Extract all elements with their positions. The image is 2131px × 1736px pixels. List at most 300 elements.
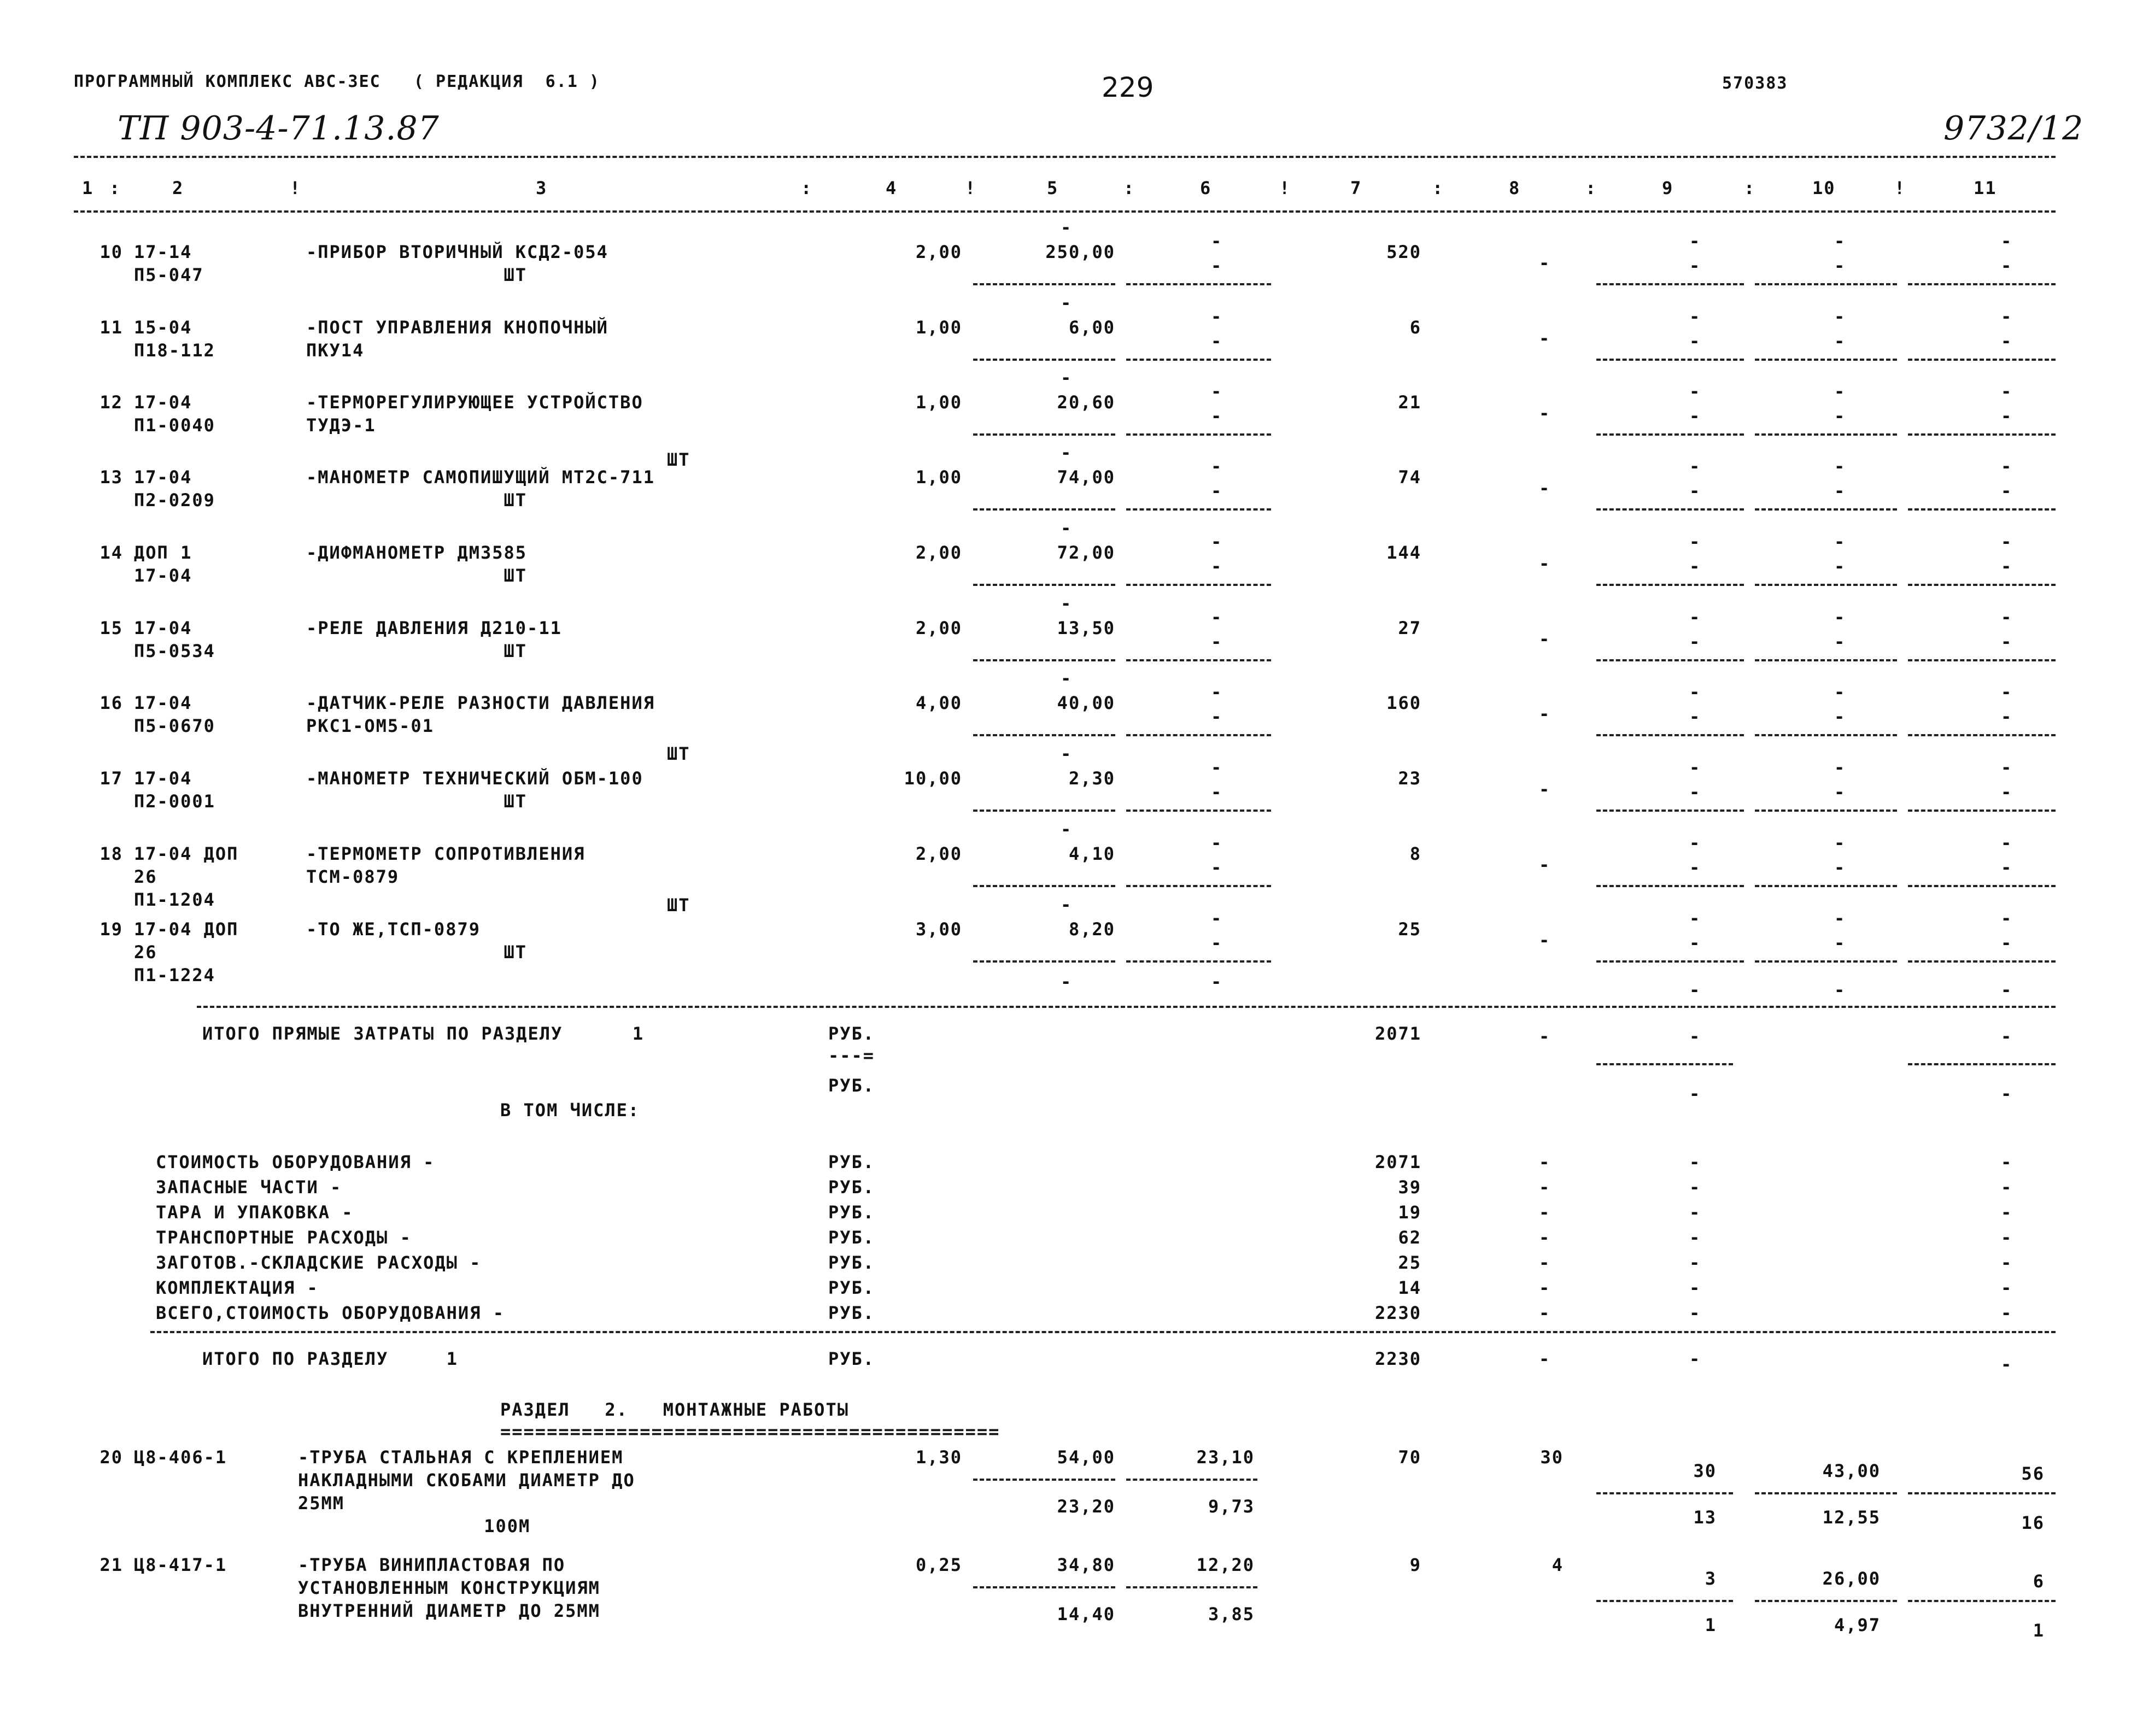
row-quantity: 2,00 xyxy=(915,542,962,563)
row-code: 15-04 xyxy=(134,317,192,338)
empty-cell-mark: - xyxy=(1689,1152,1701,1172)
row-total: 74 xyxy=(1398,467,1421,488)
cell-rule xyxy=(1908,1063,2056,1065)
empty-cell-mark: - xyxy=(1689,980,1701,1000)
empty-cell-mark: - xyxy=(2001,631,2013,652)
empty-cell-mark: - xyxy=(1834,556,1846,577)
row-total: 6 xyxy=(1409,317,1421,338)
cell-rule xyxy=(1126,734,1271,736)
row-col10-a: 43,00 xyxy=(1822,1461,1881,1481)
empty-cell-mark: - xyxy=(1689,1227,1701,1248)
row-name: ШТ xyxy=(306,490,528,511)
cell-rule xyxy=(1596,885,1744,887)
cell-rule xyxy=(1755,283,1897,285)
empty-cell-mark: - xyxy=(1211,832,1223,853)
row-number: 11 xyxy=(99,317,123,338)
empty-cell-mark: - xyxy=(1061,217,1073,238)
row-number: 12 xyxy=(99,392,123,413)
row-name: ШТ xyxy=(306,791,528,812)
empty-cell-mark: - xyxy=(1834,331,1846,351)
empty-cell-mark: - xyxy=(1834,607,1846,627)
row-total: 23 xyxy=(1398,768,1421,789)
cell-rule xyxy=(1596,734,1744,736)
cell-rule xyxy=(1596,283,1744,285)
row-unit-price: 13,50 xyxy=(1057,618,1115,638)
empty-cell-mark: - xyxy=(1211,381,1223,402)
empty-cell-mark: - xyxy=(1539,854,1551,875)
empty-cell-mark: - xyxy=(2001,682,2013,702)
row-code: 17-14 xyxy=(134,242,192,262)
row-quantity: 1,00 xyxy=(915,392,962,413)
cell-rule xyxy=(1596,659,1744,661)
cell-rule xyxy=(1908,359,2056,361)
row-code: П2-0001 xyxy=(134,791,215,812)
currency-label: РУБ. xyxy=(828,1277,875,1298)
empty-cell-mark: - xyxy=(1834,980,1846,1000)
cell-rule xyxy=(1908,810,2056,812)
empty-cell-mark: - xyxy=(1539,553,1551,574)
row-number: 16 xyxy=(99,693,123,713)
empty-cell-mark: - xyxy=(2001,1252,2013,1273)
row-col9-b: 1 xyxy=(1705,1615,1717,1635)
row-name: ВНУТРЕННИЙ ДИАМЕТР ДО 25ММ xyxy=(298,1600,600,1621)
cell-rule xyxy=(1908,960,2056,963)
row-name: -ДАТЧИК-РЕЛЕ РАЗНОСТИ ДАВЛЕНИЯ xyxy=(306,693,655,713)
cell-rule xyxy=(1126,1586,1257,1588)
row-code: П5-0670 xyxy=(134,715,215,736)
row-unit-price: 40,00 xyxy=(1057,693,1115,713)
empty-cell-mark: - xyxy=(1061,894,1073,915)
row-name: 25ММ xyxy=(298,1493,345,1514)
row-code: 17-04 ДОП xyxy=(134,843,239,864)
cell-rule xyxy=(1755,1492,1897,1494)
empty-cell-mark: - xyxy=(2001,480,2013,501)
section-2-title: РАЗДЕЛ 2. МОНТАЖНЫЕ РАБОТЫ xyxy=(500,1399,849,1420)
cell-rule xyxy=(1755,659,1897,661)
empty-cell-mark: - xyxy=(1834,932,1846,953)
row-col11-b: 16 xyxy=(2021,1512,2045,1533)
empty-cell-mark: - xyxy=(1539,253,1551,273)
row-code: 17-04 xyxy=(134,392,192,413)
including-label: В ТОМ ЧИСЛЕ: xyxy=(500,1100,640,1121)
row-col6-b: 3,85 xyxy=(1208,1604,1255,1624)
unit-mark: ШТ xyxy=(667,743,690,764)
empty-cell-mark: - xyxy=(1689,706,1701,727)
col-7: 7 xyxy=(1350,178,1362,198)
empty-cell-mark: - xyxy=(1834,456,1846,477)
row-code: П1-0040 xyxy=(134,415,215,436)
empty-cell-mark: - xyxy=(2001,1026,2013,1047)
empty-cell-mark: - xyxy=(1834,832,1846,853)
cell-rule xyxy=(973,734,1115,736)
empty-cell-mark: - xyxy=(1539,779,1551,800)
empty-cell-mark: - xyxy=(1539,629,1551,649)
row-code: 17-04 xyxy=(134,693,192,713)
cell-rule xyxy=(1908,508,2056,511)
row-name: -МАНОМЕТР САМОПИШУЩИЙ МТ2С-711 xyxy=(306,467,655,488)
top-rule xyxy=(74,156,2056,158)
breakdown-label: СТОИМОСТЬ ОБОРУДОВАНИЯ - xyxy=(156,1152,435,1172)
empty-cell-mark: - xyxy=(1539,1277,1551,1298)
empty-cell-mark: - xyxy=(2001,331,2013,351)
cell-rule xyxy=(1755,359,1897,361)
empty-cell-mark: - xyxy=(1834,231,1846,251)
empty-cell-mark: - xyxy=(2001,832,2013,853)
cell-rule xyxy=(1126,359,1271,361)
empty-cell-mark: - xyxy=(1689,255,1701,276)
cell-rule xyxy=(1908,1600,2056,1602)
empty-cell-mark: - xyxy=(1211,908,1223,929)
row-name: НАКЛАДНЫМИ СКОБАМИ ДИАМЕТР ДО xyxy=(298,1470,635,1491)
empty-cell-mark: - xyxy=(1689,1083,1701,1104)
row-col9-a: 3 xyxy=(1705,1568,1717,1589)
cell-rule xyxy=(1908,283,2056,285)
breakdown-value: 2230 xyxy=(1374,1303,1421,1323)
empty-cell-mark: - xyxy=(1539,403,1551,424)
empty-cell-mark: - xyxy=(1539,478,1551,498)
row-quantity: 1,00 xyxy=(915,317,962,338)
empty-cell-mark: - xyxy=(1689,1202,1701,1223)
empty-cell-mark: - xyxy=(1211,406,1223,426)
page-number: 229 xyxy=(1102,72,1154,103)
empty-cell-mark: - xyxy=(1689,857,1701,878)
empty-cell-mark: - xyxy=(1689,1252,1701,1273)
breakdown-value: 19 xyxy=(1398,1202,1421,1223)
empty-cell-mark: - xyxy=(1834,782,1846,802)
row-unit-price: 250,00 xyxy=(1045,242,1115,262)
cell-rule xyxy=(1596,960,1744,963)
row-col11-a: 56 xyxy=(2021,1463,2045,1484)
empty-cell-mark: - xyxy=(1061,668,1073,689)
row-name: -ДИФМАНОМЕТР ДМ3585 xyxy=(306,542,528,563)
row-name: -МАНОМЕТР ТЕХНИЧЕСКИЙ ОБМ-100 xyxy=(306,768,643,789)
breakdown-label: ТАРА И УПАКОВКА - xyxy=(156,1202,354,1223)
cell-rule xyxy=(1755,810,1897,812)
row-code: 17-04 xyxy=(134,565,192,586)
cell-rule xyxy=(1908,885,2056,887)
cell-rule xyxy=(973,508,1115,511)
empty-cell-mark: - xyxy=(1689,607,1701,627)
cell-rule xyxy=(1596,508,1744,511)
cell-rule xyxy=(1126,584,1271,586)
row-quantity: 10,00 xyxy=(904,768,962,789)
row-col9-a: 30 xyxy=(1693,1461,1717,1481)
row-unit-price: 72,00 xyxy=(1057,542,1115,563)
currency-label: РУБ. xyxy=(828,1023,875,1044)
row-number: 20 xyxy=(99,1447,123,1468)
empty-cell-mark: - xyxy=(2001,1303,2013,1323)
empty-cell-mark: - xyxy=(1211,255,1223,276)
empty-cell-mark: - xyxy=(2001,1202,2013,1223)
col-11: 11 xyxy=(1974,178,1997,198)
empty-cell-mark: - xyxy=(1834,631,1846,652)
cell-rule xyxy=(973,283,1115,285)
row-unit-price: 74,00 xyxy=(1057,467,1115,488)
empty-cell-mark: - xyxy=(2001,932,2013,953)
empty-cell-mark: - xyxy=(1834,857,1846,878)
row-name: ШТ xyxy=(306,265,528,285)
currency-label: РУБ. xyxy=(828,1252,875,1273)
row-col10-a: 26,00 xyxy=(1822,1568,1881,1589)
row-code: 17-04 xyxy=(134,467,192,488)
empty-cell-mark: - xyxy=(1211,682,1223,702)
empty-cell-mark: - xyxy=(2001,706,2013,727)
empty-cell-mark: - xyxy=(1689,231,1701,251)
currency-label: РУБ. xyxy=(828,1152,875,1172)
empty-cell-mark: - xyxy=(1689,556,1701,577)
empty-cell-mark: - xyxy=(1061,292,1073,313)
empty-cell-mark: - xyxy=(1061,743,1073,764)
empty-cell-mark: - xyxy=(1211,706,1223,727)
empty-cell-mark: - xyxy=(1061,518,1073,538)
empty-cell-mark: - xyxy=(1539,930,1551,951)
empty-cell-mark: - xyxy=(2001,782,2013,802)
empty-cell-mark: - xyxy=(1539,1227,1551,1248)
empty-cell-mark: - xyxy=(1689,631,1701,652)
empty-cell-mark: - xyxy=(2001,1177,2013,1198)
row-number: 18 xyxy=(99,843,123,864)
row-total: 27 xyxy=(1398,618,1421,638)
empty-cell-mark: - xyxy=(1539,1202,1551,1223)
row-col5-b: 23,20 xyxy=(1057,1496,1115,1517)
empty-cell-mark: - xyxy=(1061,442,1073,463)
empty-cell-mark: - xyxy=(1211,480,1223,501)
section-total-value: 2230 xyxy=(1374,1348,1421,1369)
direct-costs-total: 2071 xyxy=(1374,1023,1421,1044)
cell-rule xyxy=(973,659,1115,661)
col-6: 6 xyxy=(1200,178,1212,198)
summary-rule xyxy=(197,1006,2056,1008)
row-col6-a: 23,10 xyxy=(1196,1447,1255,1468)
cell-rule xyxy=(973,885,1115,887)
empty-cell-mark: - xyxy=(1689,908,1701,929)
empty-cell-mark: - xyxy=(1061,593,1073,614)
row-name: ПКУ14 xyxy=(306,340,365,361)
empty-cell-mark: - xyxy=(1689,1277,1701,1298)
col-1: 1 xyxy=(82,178,94,198)
row-name: ШТ xyxy=(306,565,528,586)
empty-cell-mark: - xyxy=(2001,531,2013,552)
cell-rule xyxy=(1596,433,1744,436)
cell-rule xyxy=(1596,584,1744,586)
handwritten-sheet-id: 9732/12 xyxy=(1943,109,2084,148)
row-code: 17-04 xyxy=(134,768,192,789)
row-name: ШТ xyxy=(306,641,528,661)
section-total-label: ИТОГО ПО РАЗДЕЛУ 1 xyxy=(202,1348,458,1369)
row-code: 17-04 xyxy=(134,618,192,638)
cell-rule xyxy=(1908,584,2056,586)
row-quantity: 2,00 xyxy=(915,843,962,864)
empty-cell-mark: - xyxy=(1689,331,1701,351)
empty-cell-mark: - xyxy=(2001,1354,2013,1375)
currency-underline: ---= xyxy=(828,1045,875,1066)
cell-rule xyxy=(1126,960,1271,963)
empty-cell-mark: - xyxy=(1211,556,1223,577)
row-unit-price: 20,60 xyxy=(1057,392,1115,413)
empty-cell-mark: - xyxy=(1689,1303,1701,1323)
row-name: ТСМ-0879 xyxy=(306,866,400,887)
row-name: УСТАНОВЛЕННЫМ КОНСТРУКЦИЯМ xyxy=(298,1577,600,1598)
unit-mark: ШТ xyxy=(667,895,690,916)
row-name: 100М xyxy=(298,1516,531,1536)
breakdown-value: 62 xyxy=(1398,1227,1421,1248)
empty-cell-mark: - xyxy=(1211,531,1223,552)
empty-cell-mark: - xyxy=(1211,306,1223,327)
empty-cell-mark: - xyxy=(1834,682,1846,702)
empty-cell-mark: - xyxy=(1211,456,1223,477)
cell-rule xyxy=(973,359,1115,361)
empty-cell-mark: - xyxy=(2001,255,2013,276)
empty-cell-mark: - xyxy=(1834,706,1846,727)
handwritten-doc-id: ТП 903-4-71.13.87 xyxy=(118,109,440,148)
cell-rule xyxy=(1755,433,1897,436)
cell-rule xyxy=(973,1479,1115,1481)
empty-cell-mark: - xyxy=(2001,1152,2013,1172)
row-quantity: 1,30 xyxy=(915,1447,962,1468)
currency-label: РУБ. xyxy=(828,1303,875,1323)
empty-cell-mark: - xyxy=(1834,531,1846,552)
empty-cell-mark: - xyxy=(1539,1348,1551,1369)
cell-rule xyxy=(1126,659,1271,661)
empty-cell-mark: - xyxy=(1689,531,1701,552)
row-number: 10 xyxy=(99,242,123,262)
empty-cell-mark: - xyxy=(2001,231,2013,251)
empty-cell-mark: - xyxy=(1834,757,1846,778)
row-unit-price: 6,00 xyxy=(1068,317,1115,338)
empty-cell-mark: - xyxy=(1211,231,1223,251)
currency-label: РУБ. xyxy=(828,1202,875,1223)
empty-cell-mark: - xyxy=(1689,381,1701,402)
empty-cell-mark: - xyxy=(2001,1083,2013,1104)
row-code: 26 xyxy=(134,866,157,887)
empty-cell-mark: - xyxy=(2001,556,2013,577)
breakdown-value: 25 xyxy=(1398,1252,1421,1273)
breakdown-value: 14 xyxy=(1398,1277,1421,1298)
row-name: -ТО ЖЕ,ТСП-0879 xyxy=(306,919,481,940)
currency-label: РУБ. xyxy=(828,1075,875,1096)
row-unit-price: 8,20 xyxy=(1068,919,1115,940)
row-col5-a: 34,80 xyxy=(1057,1555,1115,1575)
breakdown-label: ВСЕГО,СТОИМОСТЬ ОБОРУДОВАНИЯ - xyxy=(156,1303,505,1323)
empty-cell-mark: - xyxy=(1061,971,1073,992)
row-code: П1-1204 xyxy=(134,889,215,910)
row-code: П5-0534 xyxy=(134,641,215,661)
empty-cell-mark: - xyxy=(2001,757,2013,778)
row-name: -ТЕРМОМЕТР СОПРОТИВЛЕНИЯ xyxy=(306,843,586,864)
row-quantity: 1,00 xyxy=(915,467,962,488)
cell-rule xyxy=(1755,960,1897,963)
breakdown-rule xyxy=(150,1331,2056,1333)
empty-cell-mark: - xyxy=(1834,381,1846,402)
row-code: П5-047 xyxy=(134,265,204,285)
row-code: П1-1224 xyxy=(134,965,215,986)
empty-cell-mark: - xyxy=(2001,456,2013,477)
cell-rule xyxy=(1126,283,1271,285)
row-name: -ТЕРМОРЕГУЛИРУЮЩЕЕ УСТРОЙСТВО xyxy=(306,392,643,413)
col-2: 2 xyxy=(172,178,184,198)
row-name: ШТ xyxy=(306,942,528,963)
empty-cell-mark: - xyxy=(1689,832,1701,853)
row-col11-b: 1 xyxy=(2033,1620,2045,1641)
empty-cell-mark: - xyxy=(2001,1227,2013,1248)
row-quantity: 2,00 xyxy=(915,242,962,262)
header-rule xyxy=(74,210,2056,213)
empty-cell-mark: - xyxy=(1689,782,1701,802)
row-number: 17 xyxy=(99,768,123,789)
empty-cell-mark: - xyxy=(1689,682,1701,702)
empty-cell-mark: - xyxy=(2001,381,2013,402)
empty-cell-mark: - xyxy=(1689,456,1701,477)
cell-rule xyxy=(1126,1479,1257,1481)
row-code: 26 xyxy=(134,942,157,963)
row-quantity: 0,25 xyxy=(915,1555,962,1575)
empty-cell-mark: - xyxy=(1211,971,1223,992)
row-quantity: 2,00 xyxy=(915,618,962,638)
cell-rule xyxy=(1755,508,1897,511)
empty-cell-mark: - xyxy=(1539,1303,1551,1323)
row-total: 25 xyxy=(1398,919,1421,940)
row-unit-price: 4,10 xyxy=(1068,843,1115,864)
cell-rule xyxy=(1908,1492,2056,1494)
unit-mark: ШТ xyxy=(667,449,690,470)
row-name: -РЕЛЕ ДАВЛЕНИЯ Д210-11 xyxy=(306,618,562,638)
empty-cell-mark: - xyxy=(1689,932,1701,953)
currency-label: РУБ. xyxy=(828,1177,875,1198)
program-header: ПРОГРАММНЫЙ КОМПЛЕКС АВС-ЗЕС ( РЕДАКЦИЯ 6.1 ) xyxy=(74,72,600,91)
cell-rule xyxy=(1755,885,1897,887)
row-col7: 9 xyxy=(1409,1555,1421,1575)
row-name: -ПРИБОР ВТОРИЧНЫЙ КСД2-054 xyxy=(306,242,608,262)
empty-cell-mark: - xyxy=(1061,819,1073,840)
empty-cell-mark: - xyxy=(2001,306,2013,327)
row-col9-b: 13 xyxy=(1693,1507,1717,1528)
breakdown-label: ЗАПАСНЫЕ ЧАСТИ - xyxy=(156,1177,342,1198)
cell-rule xyxy=(1596,359,1744,361)
row-col5-b: 14,40 xyxy=(1057,1604,1115,1624)
empty-cell-mark: - xyxy=(1689,757,1701,778)
empty-cell-mark: - xyxy=(1689,480,1701,501)
empty-cell-mark: - xyxy=(2001,1277,2013,1298)
empty-cell-mark: - xyxy=(1539,1252,1551,1273)
col-5: 5 xyxy=(1047,178,1059,198)
row-col8: 30 xyxy=(1540,1447,1564,1468)
cell-rule xyxy=(1596,1600,1733,1602)
empty-cell-mark: - xyxy=(1689,306,1701,327)
row-number: 15 xyxy=(99,618,123,638)
row-name: -ТРУБА СТАЛЬНАЯ С КРЕПЛЕНИЕМ xyxy=(298,1447,624,1468)
row-name: РКС1-ОМ5-01 xyxy=(306,715,434,736)
breakdown-value: 2071 xyxy=(1374,1152,1421,1172)
empty-cell-mark: - xyxy=(1211,757,1223,778)
row-unit-price: 2,30 xyxy=(1068,768,1115,789)
cell-rule xyxy=(973,1586,1115,1588)
cell-rule xyxy=(973,810,1115,812)
row-col10-b: 4,97 xyxy=(1834,1615,1881,1635)
row-code: 17-04 ДОП xyxy=(134,919,239,940)
breakdown-label: ЗАГОТОВ.-СКЛАДСКИЕ РАСХОДЫ - xyxy=(156,1252,482,1273)
empty-cell-mark: - xyxy=(1539,703,1551,724)
row-name: ТУДЭ-1 xyxy=(306,415,376,436)
cell-rule xyxy=(1908,734,2056,736)
row-total: 8 xyxy=(1409,843,1421,864)
cell-rule xyxy=(1755,1600,1897,1602)
currency-label: РУБ. xyxy=(828,1348,875,1369)
direct-costs-label: ИТОГО ПРЯМЫЕ ЗАТРАТЫ ПО РАЗДЕЛУ 1 xyxy=(202,1023,645,1044)
cell-rule xyxy=(1126,885,1271,887)
empty-cell-mark: - xyxy=(2001,857,2013,878)
empty-cell-mark: - xyxy=(1211,782,1223,802)
empty-cell-mark: - xyxy=(1689,1177,1701,1198)
